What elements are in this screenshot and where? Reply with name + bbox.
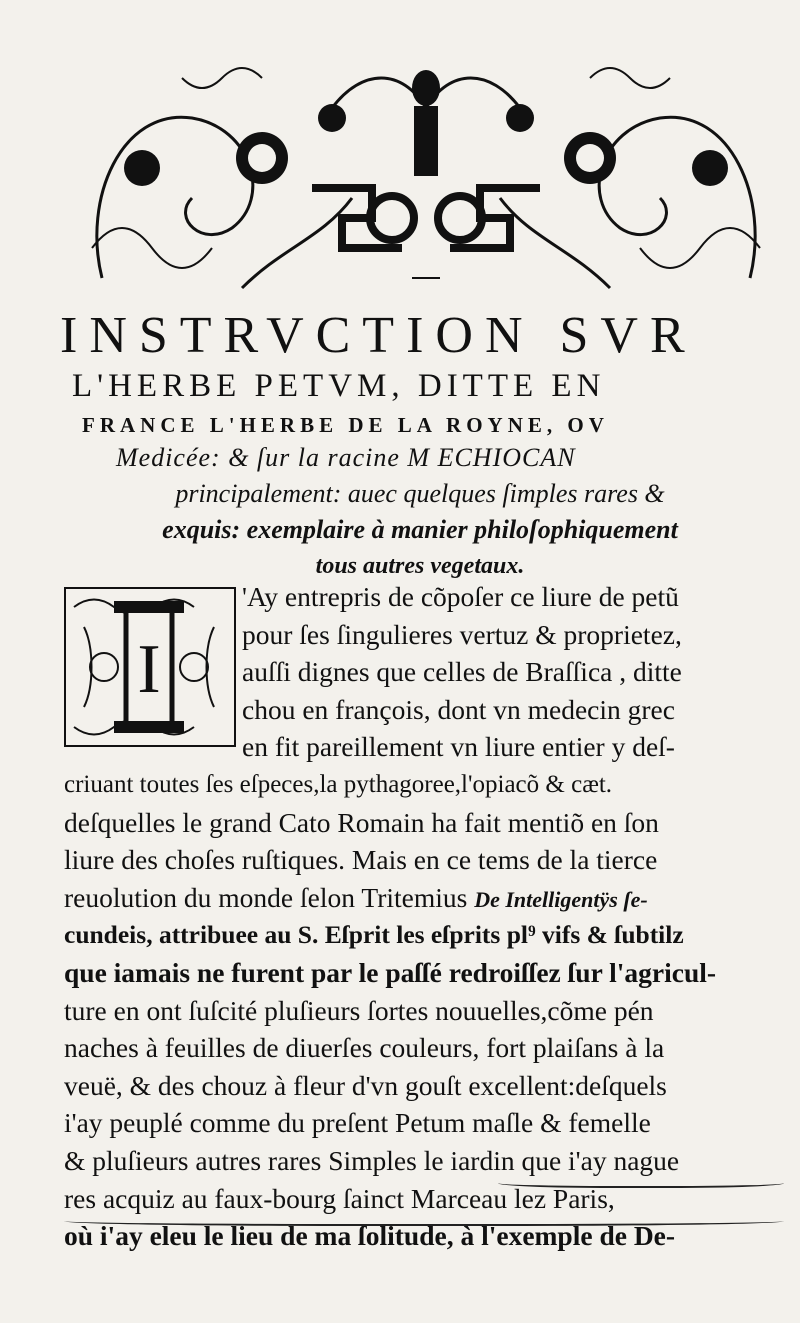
body-line: 'Ay entrepris de cõpoſer ce liure de petũ <box>242 581 679 612</box>
body-line: & pluſieurs autres rares Simples le iardin que i'ay nague <box>64 1144 680 1176</box>
body-line: pour ſes ſingulieres vertuz & proprietez, <box>242 618 682 650</box>
body-line: liure des choſes ruſtiques. Mais en ce tems de la tierce <box>64 844 658 876</box>
body-line: naches à feuilles de diuerſes couleurs, fort plaiſans à la <box>64 1032 665 1064</box>
title-line-3: FRANCE L'HERBE DE LA ROYNE, OV <box>82 413 609 437</box>
body-line: auſſi dignes que celles de Braſſica , ditte <box>242 656 682 688</box>
title-line-4: Medicée: & ſur la racine M ECHIOCAN <box>116 443 576 472</box>
body-line: que iamais ne furent par le paſſé redroiſſez ſur l'agricul- <box>64 956 717 988</box>
body-line-text: reuolution du monde ſelon Tritemius <box>64 881 468 913</box>
title-line-5: principalement: auec quelques ſimples rares & <box>175 479 665 508</box>
body-line: où i'ay eleu le lieu de ma ſolitude, à l'exemple de De- <box>64 1220 676 1252</box>
body-line: i'ay peuplé comme du preſent Petum maſle & femelle <box>64 1107 651 1139</box>
body-line: criuant toutes ſes eſpeces,la pythagoree,l'opiacõ & cæt. <box>64 770 613 798</box>
body-line: cundeis, attribuee au S. Eſprit les eſprits pl⁹ vifs & ſubtilz <box>64 920 684 950</box>
body-line: ture en ont ſuſcité pluſieurs ſortes nouuelles,cõme pén <box>64 994 654 1026</box>
italic-citation: De Intelligentÿs ſe- <box>474 886 648 912</box>
body-line: res acquiz au faux-bourg ſainct Marceau lez Paris, <box>64 1182 615 1214</box>
title-line-2: L'HERBE PETVM, DITTE EN <box>72 368 606 404</box>
initial-letter-text: I <box>137 631 161 708</box>
body-line: chou en françois, dont vn medecin grec <box>242 693 675 725</box>
title-block <box>60 306 780 584</box>
body-line-with-italic <box>64 879 784 917</box>
handwritten-underline <box>498 1176 784 1188</box>
body-line: veuë, & des chouz à fleur d'vn gouſt excellent:deſquels <box>64 1069 667 1101</box>
title-line-7: tous autres vegetaux. <box>315 553 525 579</box>
body-line: deſquelles le grand Cato Romain ha fait mentiõ en ſon <box>64 806 659 838</box>
handwritten-underline <box>64 1214 784 1226</box>
body-line: en fit pareillement vn liure entier y deſ- <box>242 731 675 763</box>
body-text <box>64 578 784 1255</box>
ornamental-headpiece <box>82 48 770 296</box>
title-line-6: exquis: exemplaire à manier philoſophiquement <box>162 515 678 544</box>
title-line-1: INSTRVCTION SVR <box>60 307 697 364</box>
